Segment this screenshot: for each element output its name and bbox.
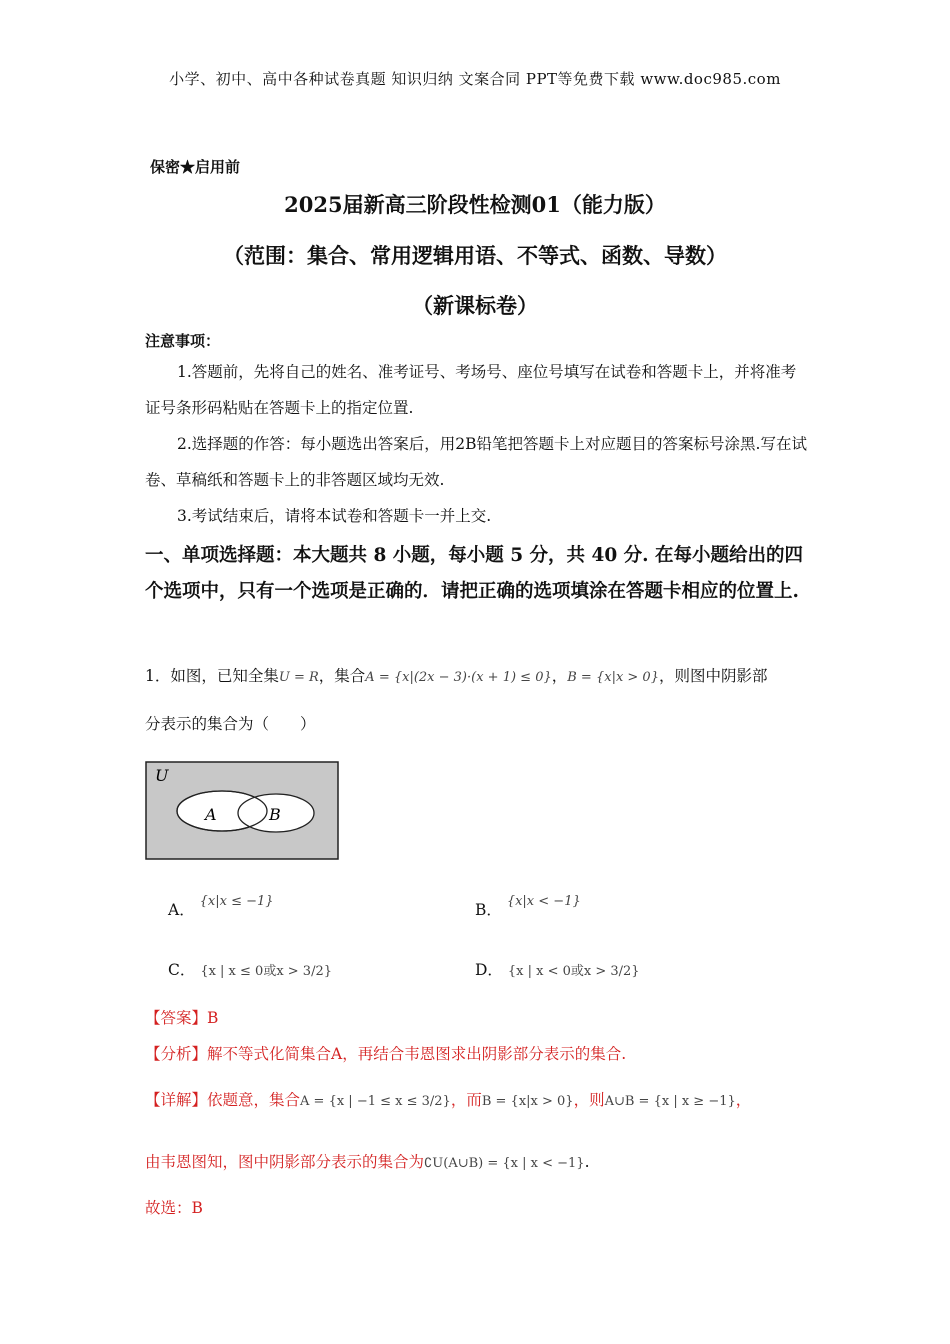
question-stem-cont: 分表示的集合为（ ） — [145, 715, 316, 733]
set-a-math: A = {x|(2x − 3)·(x + 1) ≤ 0} — [365, 670, 552, 685]
notice-item: 2.选择题的作答：每小题选出答案后，用2B铅笔把答题卡上对应题目的答案标号涂黑.写在试卷、草稿纸和答题卡上的非答题区域均无效. — [145, 435, 807, 489]
notice-heading: 注意事项： — [145, 332, 221, 350]
choice-line: 故选：B — [145, 1199, 203, 1217]
notice-item: 1.答题前，先将自己的姓名、准考证号、考场号、座位号填写在试卷和答题卡上，并将准考证号条形码粘贴在答题卡上的指定位置. — [145, 363, 797, 417]
confidential-label: 保密★启用前 — [150, 158, 241, 176]
venn-label-a: A — [205, 805, 217, 824]
page-header: 小学、初中、高中各种试卷真题 知识归纳 文案合同 PPT等免费下载 www.doc985.com — [169, 70, 781, 88]
analysis-line: 【分析】解不等式化简集合A，再结合韦恩图求出阴影部分表示的集合. — [145, 1045, 627, 1063]
detail-line-2: 由韦恩图知，图中阴影部分表示的集合为∁U(A∪B) = {x | x < −1}. — [145, 1153, 590, 1171]
universal-set-math: U = R — [278, 670, 319, 685]
option-b: B． $^{\{x|x < -1\}}$ — [475, 894, 581, 919]
notice-item: 3.考试结束后，请将本试卷和答题卡一并上交. — [177, 507, 492, 525]
answer-line: 【答案】B — [145, 1009, 219, 1027]
exam-scope: （范围：集合、常用逻辑用语、不等式、函数、导数） — [223, 243, 727, 268]
venn-label-b: B — [269, 805, 281, 824]
option-c: C． {x | x ≤ 0或x > 3/2} — [168, 961, 333, 979]
detail-line: 【详解】依题意，集合A = {x | −1 ≤ x ≤ 3/2}，而B = {x|x > 0}，则A∪B = {x | x ≥ −1}， — [145, 1091, 752, 1109]
option-d: D． {x | x < 0或x > 3/2} — [475, 961, 640, 979]
question-stem: 1．如图，已知全集U = R，集合A = {x|(2x − 3)·(x + 1) ≤ 0}，B = {x|x > 0}，则图中阴影部 — [145, 667, 768, 685]
answer-value: B — [207, 1009, 219, 1027]
option-a: A． $^{\{x|x \le -1\}}$ — [168, 894, 274, 919]
exam-paper-type: （新课标卷） — [412, 293, 538, 318]
venn-label-u: U — [155, 766, 169, 785]
venn-diagram — [145, 761, 340, 861]
section-heading: 一、单项选择题：本大题共 8 小题，每小题 5 分，共 40 分. 在每小题给出的四个选项中，只有一个选项是正确的．请把正确的选项填涂在答题卡相应的位置上. — [145, 545, 804, 602]
exam-title: 2025届新高三阶段性检测01（能力版） — [284, 192, 666, 217]
set-b-math: B = {x|x > 0} — [567, 670, 659, 685]
